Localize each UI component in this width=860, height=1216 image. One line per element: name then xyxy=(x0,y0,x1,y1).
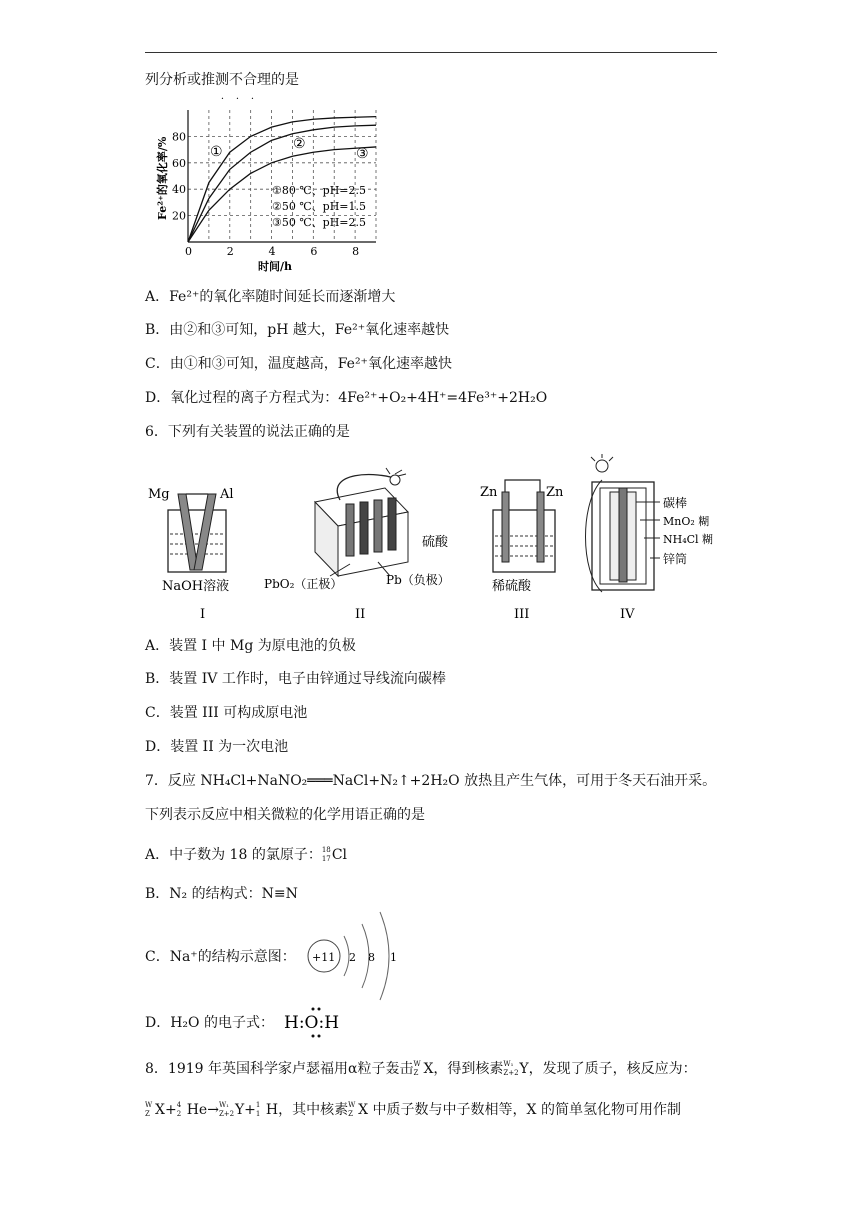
device-i xyxy=(148,487,234,622)
shell-3-count: 1 xyxy=(390,951,397,964)
nuclide-x-notation-2: W Z xyxy=(145,1101,153,1118)
device-iii-roman: III xyxy=(514,607,530,622)
device-ii-roman: II xyxy=(355,607,366,622)
device-iii xyxy=(480,480,564,622)
device-ii-acid: 硫酸 xyxy=(422,535,449,550)
q7-option-b: B．N₂ 的结构式：N≡N xyxy=(145,886,298,902)
nucleus-charge: +11 xyxy=(312,951,336,964)
q7-option-a xyxy=(145,846,347,864)
curve-mark-1: ① xyxy=(210,144,223,160)
shell-1-count: 2 xyxy=(349,951,356,964)
device-i-solution: NaOH溶液 xyxy=(162,579,230,594)
device-ii-neg: Pb（负极） xyxy=(386,573,450,587)
x-tick-label-6: 6 xyxy=(310,245,318,258)
header-rule xyxy=(145,52,717,53)
device-iii-solution: 稀硫酸 xyxy=(492,579,532,594)
oxidation-rate-chart xyxy=(150,100,390,280)
y-tick-label-40: 40 xyxy=(172,183,186,197)
y-tick-label-20: 20 xyxy=(172,209,186,223)
emphasis-dots: · · · xyxy=(220,94,255,105)
x-tick-label-4: 4 xyxy=(268,245,276,258)
y-axis-label: Fe²⁺的氧化率/% xyxy=(156,136,169,220)
q5-stem-tail: 列分析或推测不合理的是 xyxy=(145,72,299,88)
proton-notation: 1 1 xyxy=(255,1101,261,1118)
device-i-right: Al xyxy=(220,487,234,502)
q8-line2: W Z X+ 4 2 He→ W₁ Z+2 Y+ 1 1 H，其中核素 W Z X 中质子数与中子数相等，X 的简单氢化物可用作制 xyxy=(145,1101,681,1118)
device-iv-can: 锌筒 xyxy=(663,552,688,566)
legend-1: ①80 ℃、pH=2.5 xyxy=(272,184,367,197)
q5-option-c: C．由①和③可知，温度越高，Fe²⁺氧化速率越快 xyxy=(145,356,452,372)
device-iv-roman: IV xyxy=(620,607,635,622)
q6-option-b: B．装置 IV 工作时，电子由锌通过导线流向碳棒 xyxy=(145,671,446,687)
q7-stem-line2: 下列表示反应中相关微粒的化学用语正确的是 xyxy=(145,807,425,823)
curve-mark-2: ② xyxy=(293,136,306,152)
device-iv-rod: 碳棒 xyxy=(663,496,688,510)
device-ii-pos: PbO₂（正极） xyxy=(264,577,343,591)
sodium-ion-structure-diagram xyxy=(300,906,410,1004)
device-iii-right: Zn xyxy=(546,485,564,500)
q6-option-a: A．装置 I 中 Mg 为原电池的负极 xyxy=(145,638,356,654)
device-i-left: Mg xyxy=(148,487,170,502)
q7-option-d-text: D．H₂O 的电子式： xyxy=(145,1015,274,1031)
shell-2-count: 8 xyxy=(368,951,375,964)
device-iv-nh4cl: NH₄Cl 糊 xyxy=(663,533,714,546)
legend-2: ②50 ℃、pH=1.5 xyxy=(272,200,367,213)
q5-option-d: D．氧化过程的离子方程式为：4Fe²⁺+O₂+4H⁺=4Fe³⁺+2H₂O xyxy=(145,390,548,406)
nuclide-x-notation: W Z xyxy=(413,1060,421,1077)
water-formula-text: H:O:H xyxy=(284,1013,340,1033)
curve-mark-3: ③ xyxy=(356,146,369,162)
q8-line1: 8．1919 年英国科学家卢瑟福用α粒子轰击 W Z X，得到核素 W₁ Z+2 Y，发现了质子，核反应为： xyxy=(145,1060,697,1077)
q5-option-a: A．Fe²⁺的氧化率随时间延长而逐渐增大 xyxy=(145,289,396,305)
device-ii xyxy=(264,468,450,622)
y-tick-label-60: 60 xyxy=(172,156,186,170)
nuclide-y-notation-2: W₁ Z+2 xyxy=(218,1101,235,1118)
x-tick-label-8: 8 xyxy=(352,245,360,258)
device-iii-left: Zn xyxy=(480,485,498,500)
nuclide-y-notation: W₁ Z+2 xyxy=(503,1060,519,1077)
device-iv-mno2: MnO₂ 糊 xyxy=(663,515,710,528)
q5-option-b: B．由②和③可知，pH 越大，Fe²⁺氧化速率越快 xyxy=(145,322,450,338)
chlorine-nuclide-notation: 18 17 xyxy=(321,846,331,863)
nuclide-x-notation-3: W Z xyxy=(348,1101,356,1118)
chlorine-symbol: Cl xyxy=(331,847,348,863)
x-tick-label-0: 0 xyxy=(185,245,192,258)
q6-stem: 6．下列有关装置的说法正确的是 xyxy=(145,424,350,440)
y-tick-label-80: 80 xyxy=(172,130,186,144)
water-electron-formula xyxy=(282,1004,352,1040)
device-i-roman: I xyxy=(200,607,206,622)
q7-stem-line1: 7．反应 NH₄Cl+NaNO₂═══NaCl+N₂↑+2H₂O 放热且产生气体，可用于冬天石油开采。 xyxy=(145,773,717,789)
q7-option-a-text: A．中子数为 18 的氯原子： xyxy=(145,847,322,863)
x-tick-label-2: 2 xyxy=(226,245,234,258)
helium-notation: 4 2 xyxy=(176,1101,182,1118)
q6-option-c: C．装置 III 可构成原电池 xyxy=(145,705,308,721)
battery-devices-figure xyxy=(140,452,714,624)
device-iv xyxy=(586,454,714,622)
x-axis-label: 时间/h xyxy=(258,260,293,273)
q6-option-d: D．装置 II 为一次电池 xyxy=(145,739,289,755)
legend-3: ③50 ℃、pH=2.5 xyxy=(272,216,367,229)
q7-option-c-text: C．Na⁺的结构示意图： xyxy=(145,949,296,965)
